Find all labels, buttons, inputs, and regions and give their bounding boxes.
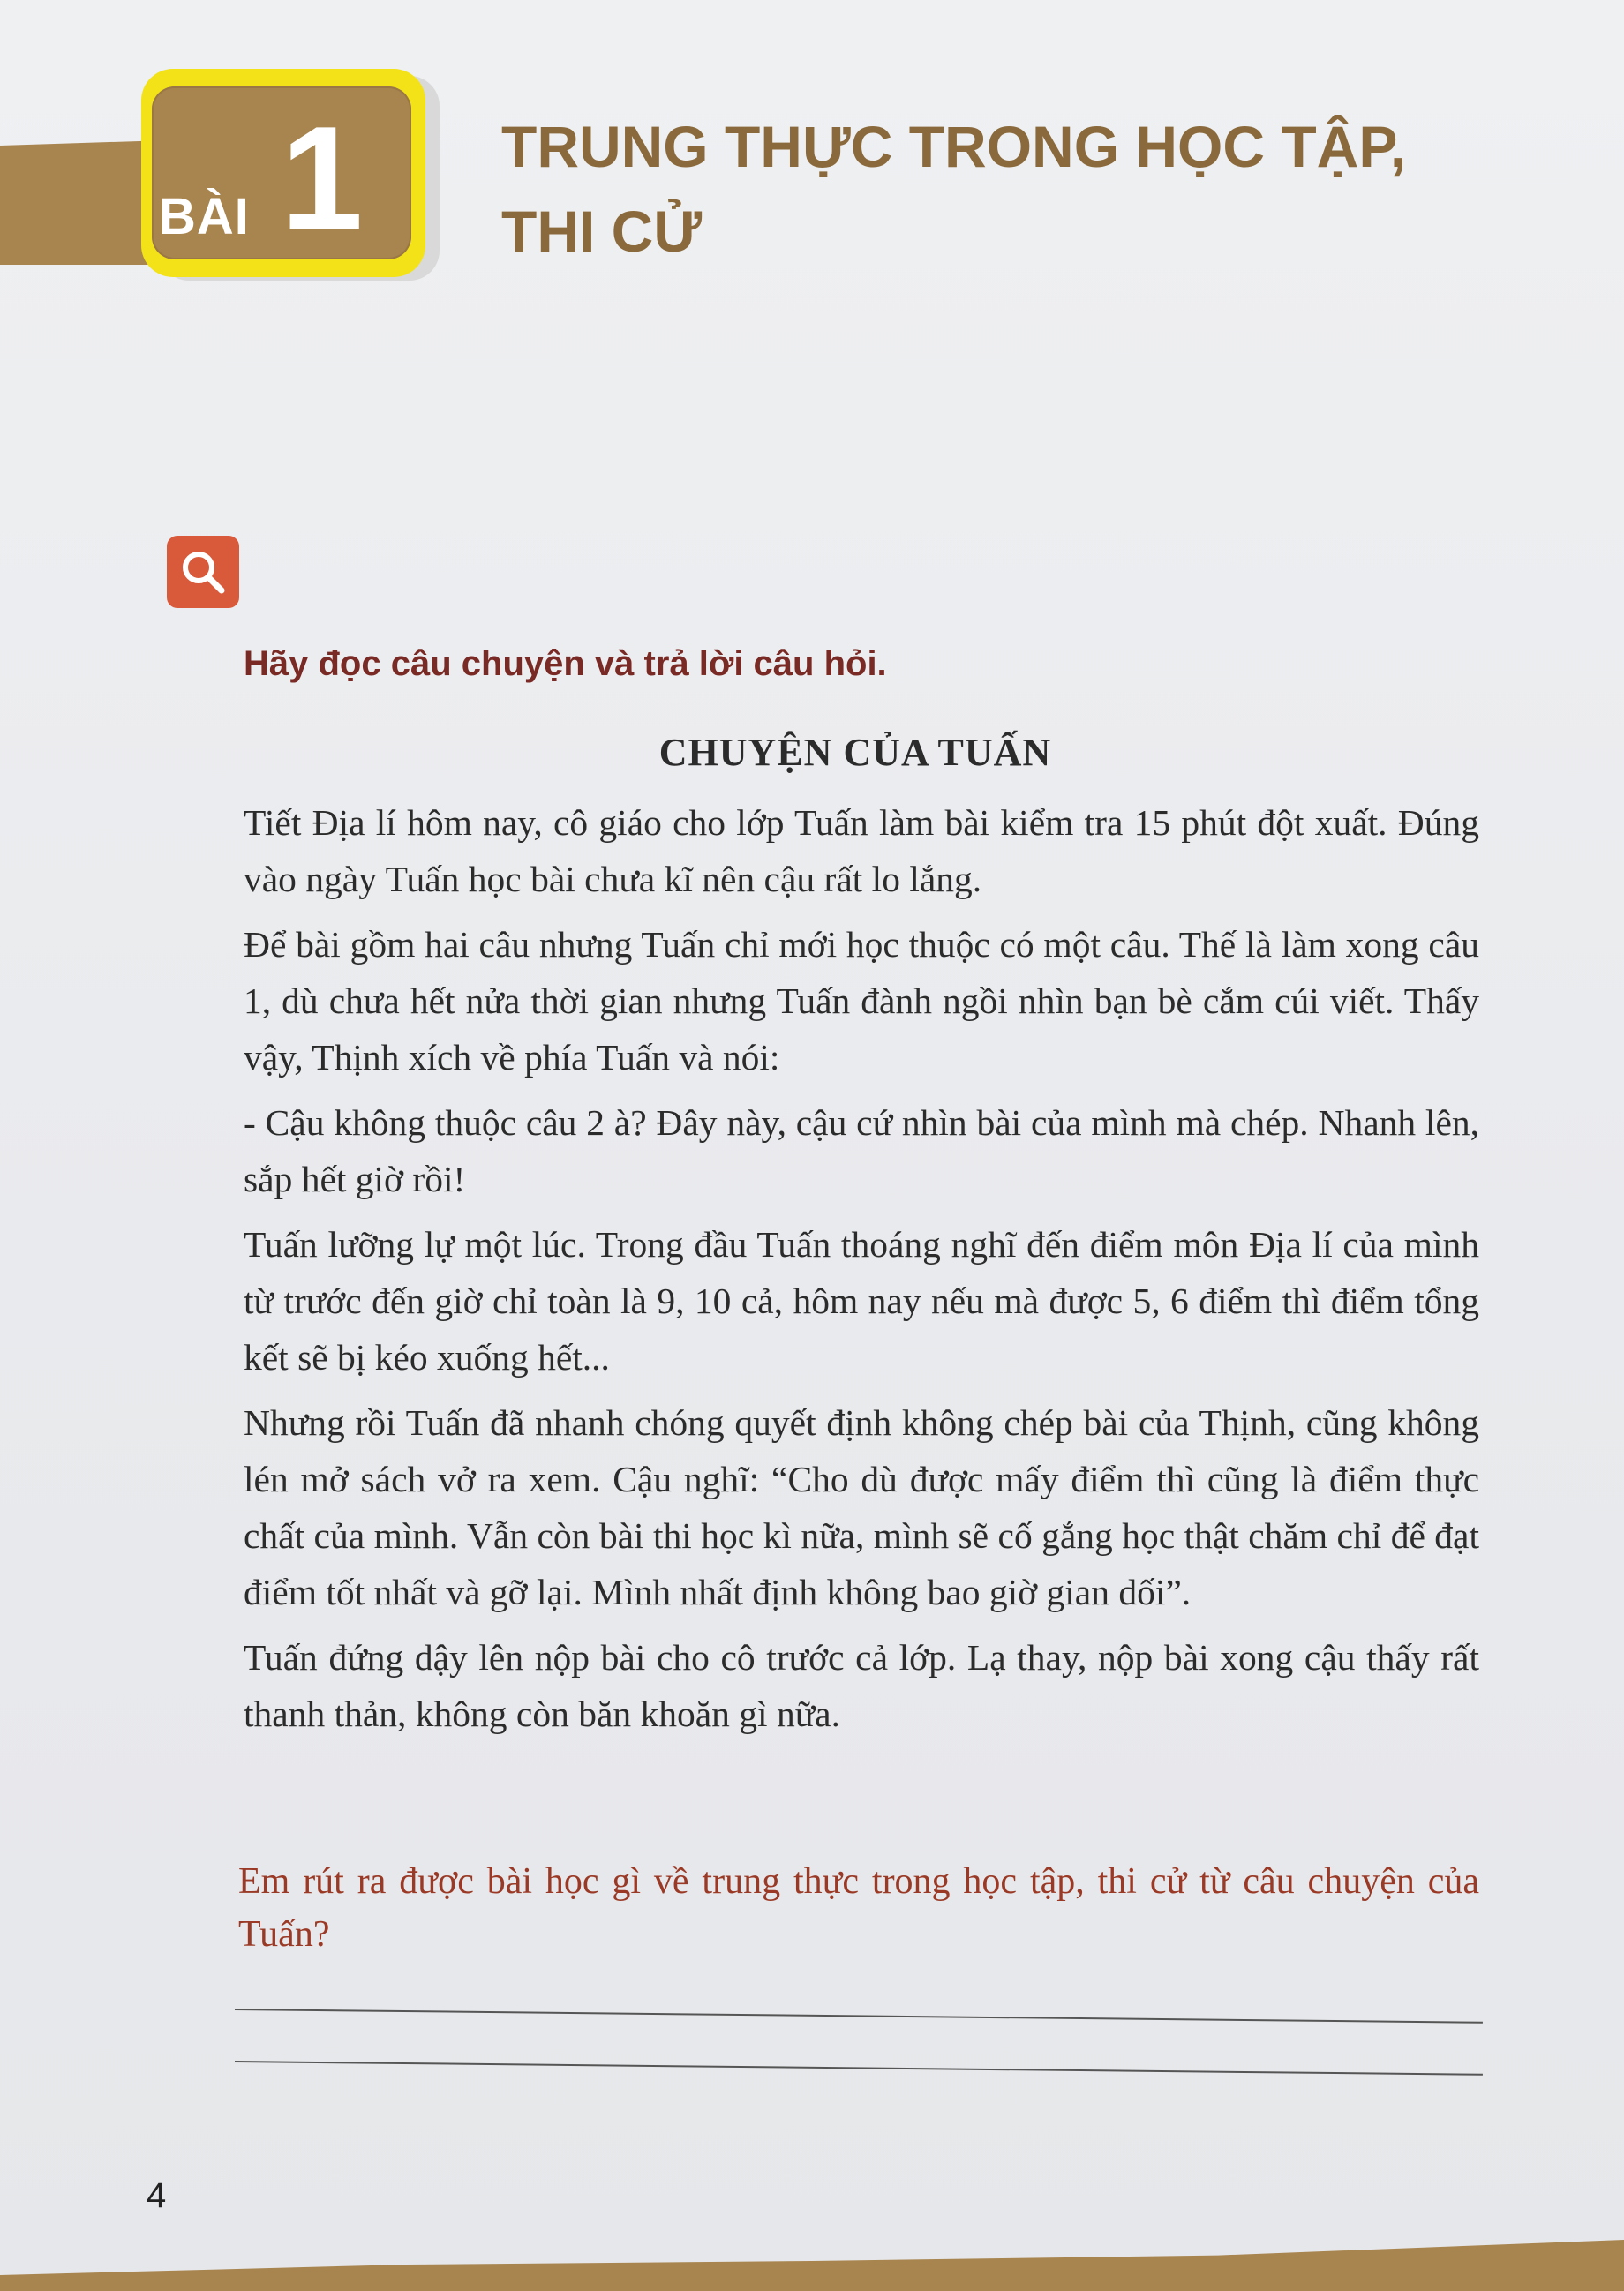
lesson-title-line-1: TRUNG THỰC TRONG HỌC TẬP,	[501, 114, 1407, 179]
instruction-text: Hãy đọc câu chuyện và trả lời câu hỏi.	[244, 644, 887, 683]
magnifier-glyph	[177, 546, 229, 597]
page-number: 4	[147, 2176, 167, 2215]
question-text: Em rút ra được bài học gì về trung thực trong học tập, thi cử từ câu chuyện của Tuấn?	[238, 1861, 1479, 1955]
search-icon	[167, 536, 239, 608]
story-paragraph: Tuấn lưỡng lự một lúc. Trong đầu Tuấn thoáng nghĩ đến điểm môn Địa lí của mình từ trước đến giờ chỉ toàn là 9, 10 cả, hôm nay nếu mà được 5, 6 điểm thì điểm tổng kết sẽ bị kéo xuống hết...	[244, 1224, 1479, 1378]
story-paragraph: - Cậu không thuộc câu 2 à? Đây này, cậu cứ nhìn bài của mình mà chép. Nhanh lên, sắp hết giờ rồi!	[244, 1102, 1479, 1199]
lesson-title	[501, 104, 1543, 274]
lesson-word: BÀI	[159, 188, 250, 245]
story-paragraph: Để bài gồm hai câu nhưng Tuấn chỉ mới học thuộc có một câu. Thế là làm xong câu 1, dù chưa hết nửa thời gian nhưng Tuấn đành ngồi nhìn bạn bè cắm cúi viết. Thấy vậy, Thịnh xích về phía Tuấn và nói:	[244, 924, 1479, 1078]
story-paragraph: Tuấn đứng dậy lên nộp bài cho cô trước cả lớp. Lạ thay, nộp bài xong cậu thấy rất thanh thản, không còn băn khoăn gì nữa.	[244, 1637, 1479, 1734]
story-body	[244, 794, 1479, 1751]
lesson-title-line-2: THI CỬ	[501, 199, 703, 264]
lesson-number: 1	[281, 95, 364, 261]
story-title: CHUYỆN CỦA TUẤN	[658, 731, 1052, 774]
answer-line[interactable]	[235, 2009, 1483, 2024]
story-paragraph: Nhưng rồi Tuấn đã nhanh chóng quyết định không chép bài của Thịnh, cũng không lén mở sách vở ra xem. Cậu nghĩ: “Cho dù được mấy điểm thì cũng là điểm thực chất của mình. Vẫn còn bài thi học kì nữa, mình sẽ cố gắng học thật chăm chỉ để đạt điểm tốt nhất và gỡ lại. Mình nhất định không bao giờ gian dối”.	[244, 1402, 1479, 1612]
answer-line[interactable]	[235, 2061, 1483, 2076]
footer-band	[0, 2233, 1624, 2291]
story-paragraph: Tiết Địa lí hôm nay, cô giáo cho lớp Tuấn làm bài kiểm tra 15 phút đột xuất. Đúng vào ngày Tuấn học bài chưa kĩ nên cậu rất lo lắng.	[244, 802, 1479, 899]
